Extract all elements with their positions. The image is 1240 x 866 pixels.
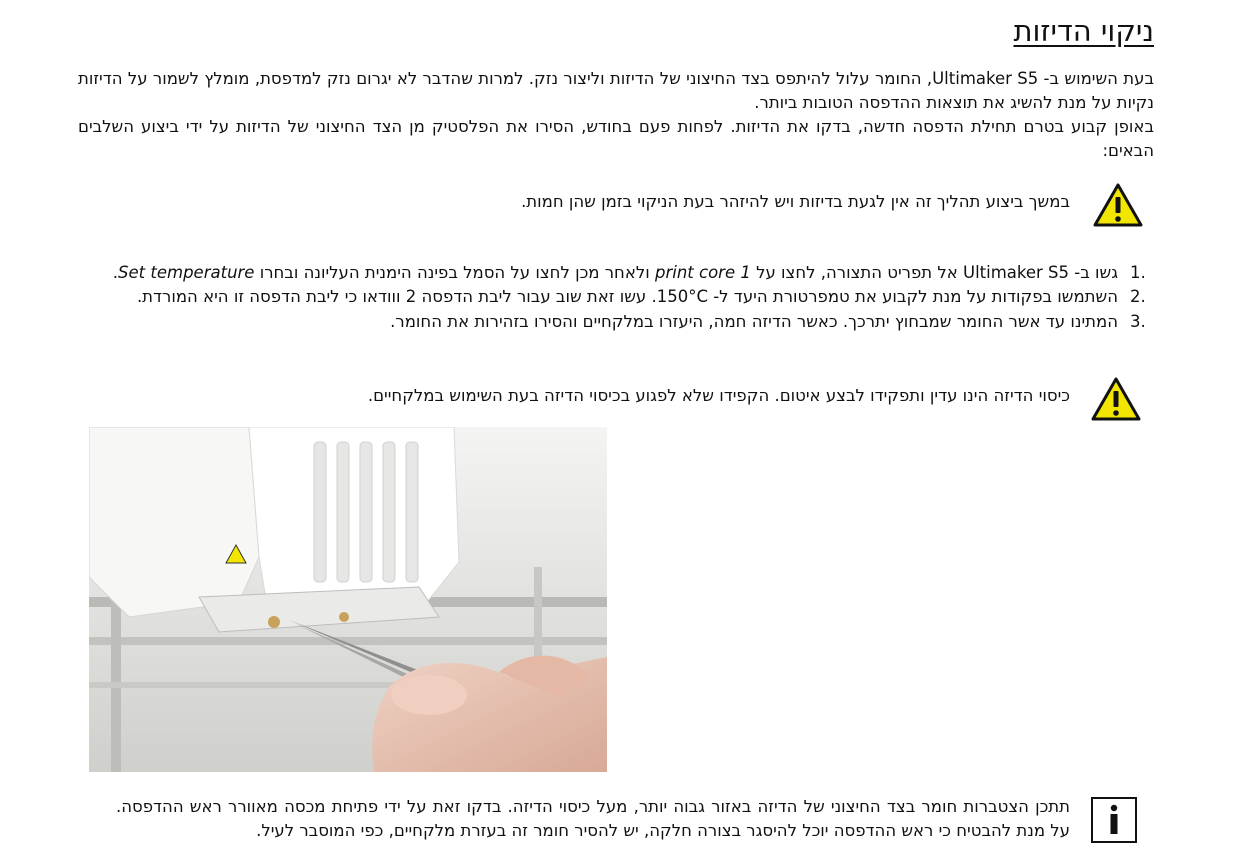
info-note-text: תתכן הצטברות חומר בצד החיצוני של הדיזה באזור גבוה יותר, מעל כיסוי הדיזה. בדקו זאת על ידי פתיחת מכסה מאוורר ראש ההדפסה. על מנת להבטיח כי ראש ההדפסה יוכל להיסגר בצורה חלקה, יש להסיר חומר זה בעזרת מלקחיים, כפי המוסבר לעיל. (116, 797, 1070, 841)
step-emphasis: print core 1 (655, 263, 751, 282)
step-number: 1. (1130, 263, 1146, 282)
step-item (104, 310, 1154, 334)
warning-triangle-icon (1092, 182, 1144, 228)
step-number: 3. (1130, 311, 1146, 331)
info-icon (1091, 797, 1137, 843)
warning-text-2: כיסוי הדיזה הינו עדין ותפקידו לבצע איטום. הקפידו שלא לפגוע בכיסוי הדיזה בעת השימוש במלקחיים. (367, 386, 1070, 405)
step-text: המתינו עד אשר החומר שמבחוץ יתרכך. כאשר הדיזה חמה, היעזרו במלקחיים והסירו בזהירות את החומר. (390, 311, 1118, 331)
step-text: גשו ב- Ultimaker S5 אל תפריט התצורה, לחצו על (756, 263, 1118, 282)
nozzle-cleaning-photo (89, 427, 607, 772)
intro-paragraph-2: באופן קבוע בטרם תחילת הדפסה חדשה, בדקו את הדיזות. לפחות פעם בחודש, הסירו את הפלסטיק מן הצד החיצוני של הדיזות על ידי ביצוע השלבים הבאים: (78, 117, 1154, 161)
steps-list (104, 261, 1154, 334)
step-item (104, 285, 1154, 309)
intro-paragraph-1: בעת השימוש ב- Ultimaker S5, החומר עלול להיתפס בצד החיצוני של הדיזות וליצור נזק. למרות שהדבר לא יגרום נזק למדפסת, מומלץ לשמור על הדיזות נקיות על מנת להשיג את תוצאות ההדפסה הטובות ביותר. (78, 69, 1154, 113)
warning-triangle-icon (1090, 376, 1142, 422)
warning-text-1: במשך ביצוע תהליך זה אין לגעת בדיזות ויש להיזהר בעת הניקוי בזמן שהן חמות. (521, 192, 1070, 211)
step-text: . (112, 263, 119, 282)
step-text: השתמשו בפקודות על מנת לקבוע את טמפרטורת היעד ל- 150°C. עשו זאת שוב עבור ליבת הדפסה 2 ווודאו כי ליבת הדפסה זו היא המורדת. (136, 287, 1118, 307)
step-text: ולאחר מכן לחצו על הסמל בפינה הימנית העליונה ובחרו (259, 263, 650, 282)
step-number: 2. (1130, 287, 1146, 307)
step-item (104, 261, 1154, 285)
page-title: ניקוי הדיזות (1013, 14, 1154, 48)
step-emphasis: Set temperature (118, 263, 255, 282)
